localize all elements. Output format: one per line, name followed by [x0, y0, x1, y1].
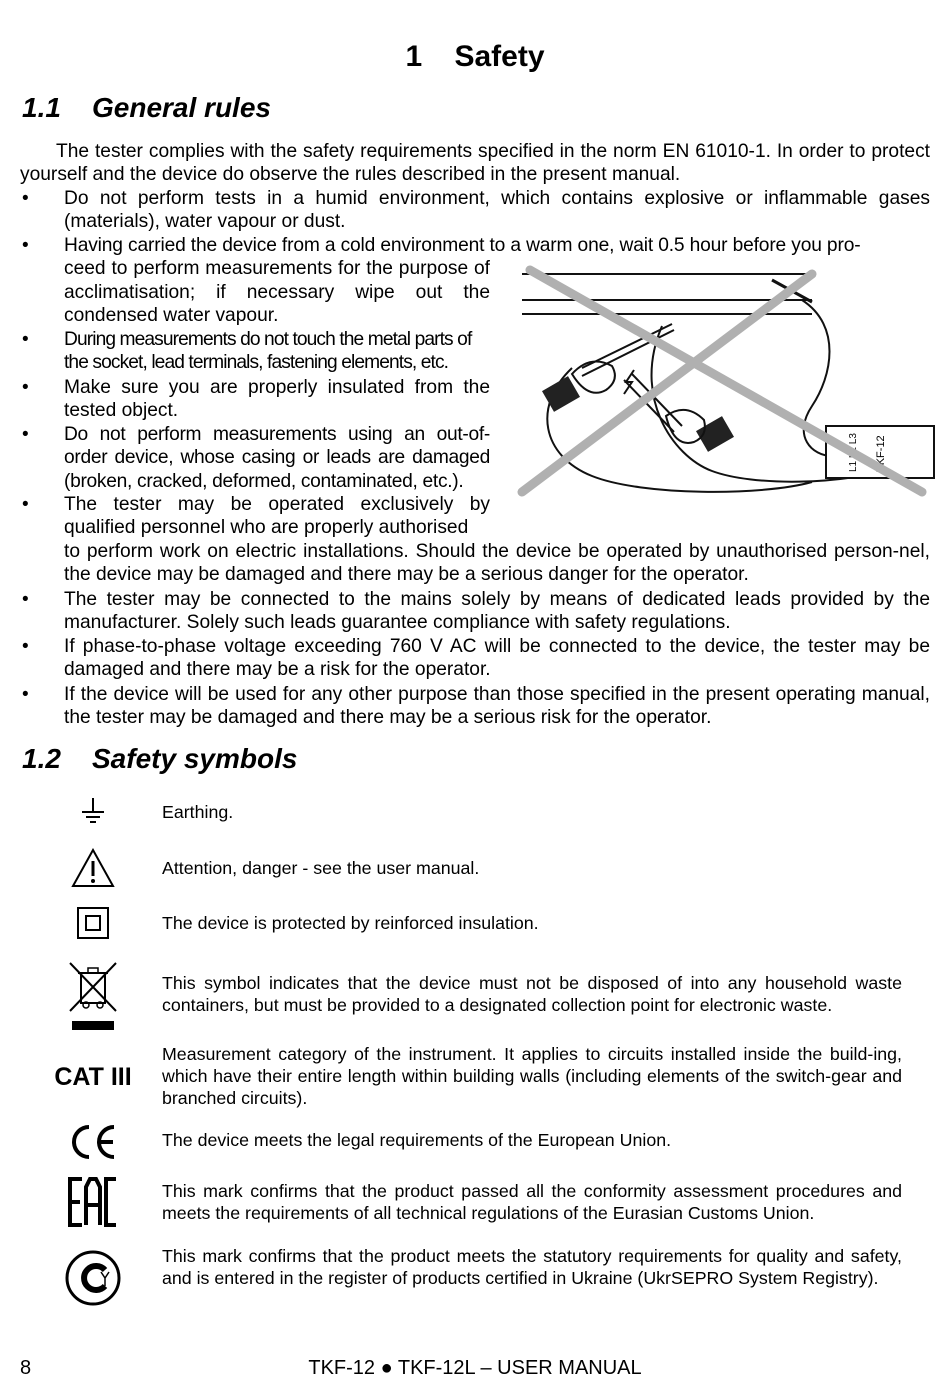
ce-description: The device meets the legal requirements of the European Union. [162, 1130, 672, 1150]
section-title: General rules [92, 92, 271, 123]
section-number: 1.2 [22, 743, 61, 774]
lightning-icon [624, 370, 634, 394]
section-number: 1.1 [22, 92, 61, 123]
chapter-title [0, 40, 950, 74]
device-label: TKF-12 [875, 435, 887, 472]
cat-description: Measurement category of the instrument. It applies to circuits installed inside the build-ing, which have their entire length within building walls (including elements of the switch-gear and branched circuits). [162, 1044, 902, 1108]
earthing-description: Earthing. [162, 802, 234, 822]
attention-description: Attention, danger - see the user manual. [162, 858, 480, 878]
cross-line-1 [530, 270, 922, 492]
weee-bin-icon [48, 958, 138, 1032]
ce-mark-icon [48, 1122, 138, 1162]
section-heading-general-rules [22, 92, 271, 124]
eac-mark-icon [48, 1176, 138, 1228]
chapter-number: 1 [405, 40, 423, 73]
footer-title: TKF-12 ● TKF-12L – USER MANUAL [308, 1357, 642, 1379]
weee-description: This symbol indicates that the device must not be disposed of into any household waste containers, but must be provided to a designated collection point for electronic waste. [162, 973, 902, 1015]
double-insulation-icon [48, 906, 138, 940]
intro-paragraph: The tester complies with the safety requirements specified in the norm EN 61010-1. In order to protect yourself and the device do observe the rules described in the present manual. [20, 141, 930, 186]
ukrsepro-description: This mark confirms that the product meets the statutory requirements for quality and safety, and is entered in the register of products certified in Ukraine (UkrSEPRO System Registry). [162, 1246, 902, 1288]
insulation-description: The device is protected by reinforced insulation. [162, 913, 539, 933]
section-title: Safety symbols [92, 743, 298, 774]
cat-iii-label: CAT III [54, 1062, 132, 1091]
chapter-name: Safety [454, 40, 545, 73]
section-heading-safety-symbols [22, 743, 297, 775]
right-cuff [696, 416, 734, 452]
left-hand [572, 362, 615, 393]
page-number: 8 [20, 1357, 32, 1379]
eac-description: This mark confirms that the product passed all the conformity assessment procedures and meets the requirements of all technical regulations of the Eurasian Customs Union. [162, 1181, 902, 1223]
warning-triangle-icon [48, 848, 138, 888]
ukrsepro-mark-icon [48, 1250, 138, 1306]
earthing-icon [48, 796, 138, 828]
cat-iii-icon [48, 1060, 138, 1094]
warning-illustration [512, 256, 940, 512]
